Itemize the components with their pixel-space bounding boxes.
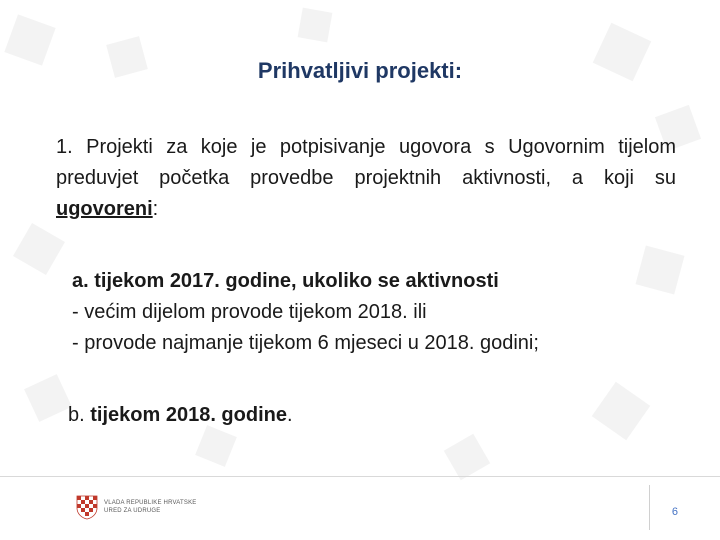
item-a-heading: a. tijekom 2017. godine, ukoliko se aktivnosti	[72, 270, 499, 292]
croatian-coat-of-arms-icon	[76, 494, 98, 520]
footer-logo-line-2: URED ZA UDRUGE	[104, 508, 161, 514]
footer-logo	[76, 494, 197, 520]
footer-divider	[0, 476, 720, 477]
item-b-suffix: .	[286, 404, 293, 426]
footer-logo-line-1: VLADA REPUBLIKE HRVATSKE	[104, 500, 197, 506]
item-a	[72, 266, 692, 359]
intro-text-end: :	[152, 198, 159, 220]
intro-paragraph	[56, 132, 676, 225]
page-number-divider	[649, 485, 650, 530]
item-b-text: tijekom 2018. godine	[90, 404, 287, 426]
item-b	[68, 400, 293, 431]
page-number: 6	[671, 506, 678, 518]
slide-title: Prihvatljivi projekti:	[257, 58, 463, 83]
item-b-prefix: b.	[68, 404, 91, 426]
item-a-line-1: - većim dijelom provode tijekom 2018. ili	[72, 301, 427, 323]
item-a-line-2: - provode najmanje tijekom 6 mjeseci u 2018. godini;	[72, 332, 539, 354]
intro-underlined-word: ugovoreni	[56, 198, 153, 220]
intro-text: 1. Projekti za koje je potpisivanje ugovora s Ugovornim tijelom preduvjet početka provedbe projektnih aktivnosti, a koji su	[56, 136, 676, 189]
